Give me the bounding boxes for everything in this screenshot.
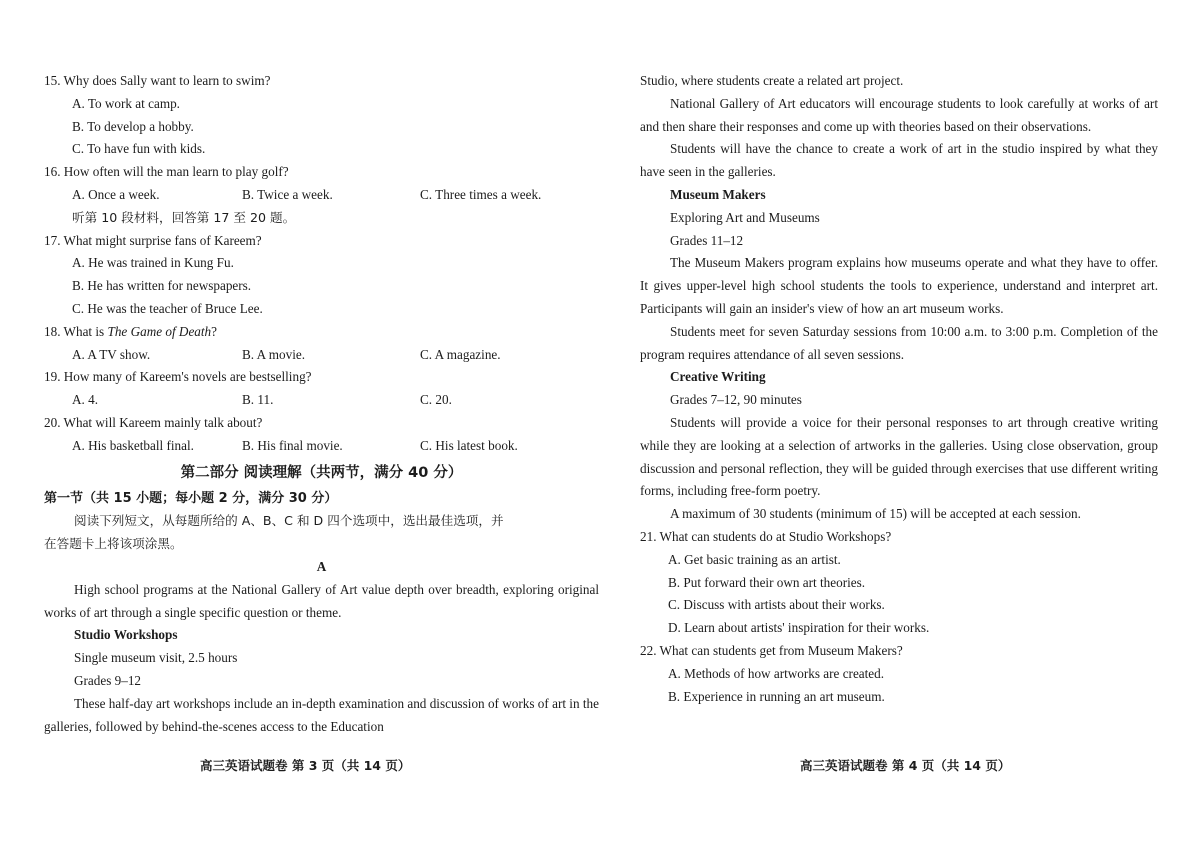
question-20: 20. What will Kareem mainly talk about?: [44, 414, 263, 430]
creative-writing-description: Students will provide a voice for their personal responses to art through creative writing while they are looking at a selection of artworks in the galleries. Using close observation, group discussion and personal reflection, they will be guided through exercises that use different writing forms, including free-form poetry.: [640, 414, 1158, 499]
passage-letter: A: [316, 558, 327, 574]
footer-page-3: 高三英语试题卷 第 3 页（共 14 页）: [200, 758, 411, 773]
q15-option-c: C. To have fun with kids.: [72, 141, 206, 157]
museum-makers-heading: Museum Makers: [670, 186, 766, 202]
q20-options: [44, 435, 599, 458]
q16-options: [44, 184, 599, 207]
footer-page-4: 高三英语试题卷 第 4 页（共 14 页）: [800, 758, 1011, 773]
q18-option-a: A. A TV show.: [72, 346, 151, 362]
q17-option-b: B. He has written for newspapers.: [72, 278, 252, 294]
q17-option-a: A. He was trained in Kung Fu.: [72, 255, 234, 271]
question-22: 22. What can students get from Museum Makers?: [640, 642, 903, 658]
creative-writing-grades: Grades 7–12, 90 minutes: [670, 392, 802, 408]
educators-paragraph: National Gallery of Art educators will encourage students to look carefully at works of art and then share their responses and come up with theories based on their observations.: [640, 95, 1158, 134]
left-page: [44, 70, 599, 738]
q18-option-c: C. A magazine.: [420, 346, 501, 362]
studio-description: These half-day art workshops include an in-depth examination and discussion of works of art in the galleries, followed by behind-the-scenes access to the Education: [44, 695, 599, 734]
right-page: [640, 70, 1158, 708]
q21-option-c: C. Discuss with artists about their works.: [668, 597, 885, 613]
question-21: 21. What can students do at Studio Workshops?: [640, 528, 892, 544]
q19-option-a: A. 4.: [72, 392, 99, 408]
q22-option-b: B. Experience in running an art museum.: [668, 688, 885, 704]
q18-option-b: B. A movie.: [242, 346, 306, 362]
passage-intro: High school programs at the National Gallery of Art value depth over breadth, exploring original works of art through a single specific question or theme.: [44, 581, 599, 620]
section-one-title: 第一节（共 15 小题；每小题 2 分，满分 30 分）: [44, 490, 338, 506]
studio-workshops-heading: Studio Workshops: [74, 627, 178, 643]
q15-option-b: B. To develop a hobby.: [72, 118, 194, 134]
q19-options: [44, 389, 599, 412]
q20-option-b: B. His final movie.: [242, 437, 343, 453]
part-two-title: 第二部分 阅读理解（共两节，满分 40 分）: [180, 464, 463, 481]
question-19: 19. How many of Kareem's novels are bestselling?: [44, 369, 312, 385]
studio-chance-paragraph: Students will have the chance to create a work of art in the studio inspired by what they have seen in the galleries.: [640, 141, 1158, 180]
question-18: [44, 321, 599, 344]
museum-makers-subtitle: Exploring Art and Museums: [670, 209, 820, 225]
q18-stem-pre: 18. What is: [44, 323, 108, 339]
q18-stem-post: ?: [211, 323, 218, 339]
directions-line-1: 阅读下列短文，从每题所给的 A、B、C 和 D 四个选项中，选出最佳选项，并: [74, 513, 504, 529]
studio-description-continued: Studio, where students create a related art project.: [640, 73, 904, 88]
museum-makers-grades: Grades 11–12: [670, 232, 744, 248]
q17-option-c: C. He was the teacher of Bruce Lee.: [72, 300, 263, 316]
q19-option-c: C. 20.: [420, 392, 452, 408]
max-students-note: A maximum of 30 students (minimum of 15) will be accepted at each session.: [670, 506, 1081, 522]
question-15: 15. Why does Sally want to learn to swim?: [44, 73, 271, 88]
q15-option-a: A. To work at camp.: [72, 95, 180, 111]
q21-option-a: A. Get basic training as an artist.: [668, 551, 841, 567]
q18-stem-title: The Game of Death: [107, 323, 212, 339]
question-16: 16. How often will the man learn to play golf?: [44, 164, 289, 180]
q21-option-d: D. Learn about artists' inspiration for their works.: [668, 620, 930, 636]
q19-option-b: B. 11.: [242, 392, 274, 408]
q20-option-a: A. His basketball final.: [72, 437, 194, 453]
museum-makers-sessions: Students meet for seven Saturday sessions from 10:00 a.m. to 3:00 p.m. Completion of the program requires attendance of all seven sessions.: [640, 323, 1158, 362]
q20-option-c: C. His latest book.: [420, 437, 518, 453]
q21-option-b: B. Put forward their own art theories.: [668, 574, 866, 590]
question-17: 17. What might surprise fans of Kareem?: [44, 232, 262, 248]
q22-option-a: A. Methods of how artworks are created.: [668, 665, 885, 681]
q18-options: [44, 344, 599, 367]
studio-grades: Grades 9–12: [74, 672, 142, 688]
studio-visit-info: Single museum visit, 2.5 hours: [74, 650, 238, 666]
museum-makers-description: The Museum Makers program explains how museums operate and what they have to offer. It gives upper-level high school students the tools to experience, understand and interpret art. Participants will gain an insider's view of how an art museum works.: [640, 255, 1158, 316]
creative-writing-heading: Creative Writing: [670, 369, 766, 385]
q16-option-c: C. Three times a week.: [420, 186, 542, 202]
q16-option-b: B. Twice a week.: [242, 186, 333, 202]
directions-line-2: 在答题卡上将该项涂黑。: [44, 536, 183, 552]
q16-option-a: A. Once a week.: [72, 186, 160, 202]
listening-instruction-10: 听第 10 段材料，回答第 17 至 20 题。: [72, 209, 296, 225]
